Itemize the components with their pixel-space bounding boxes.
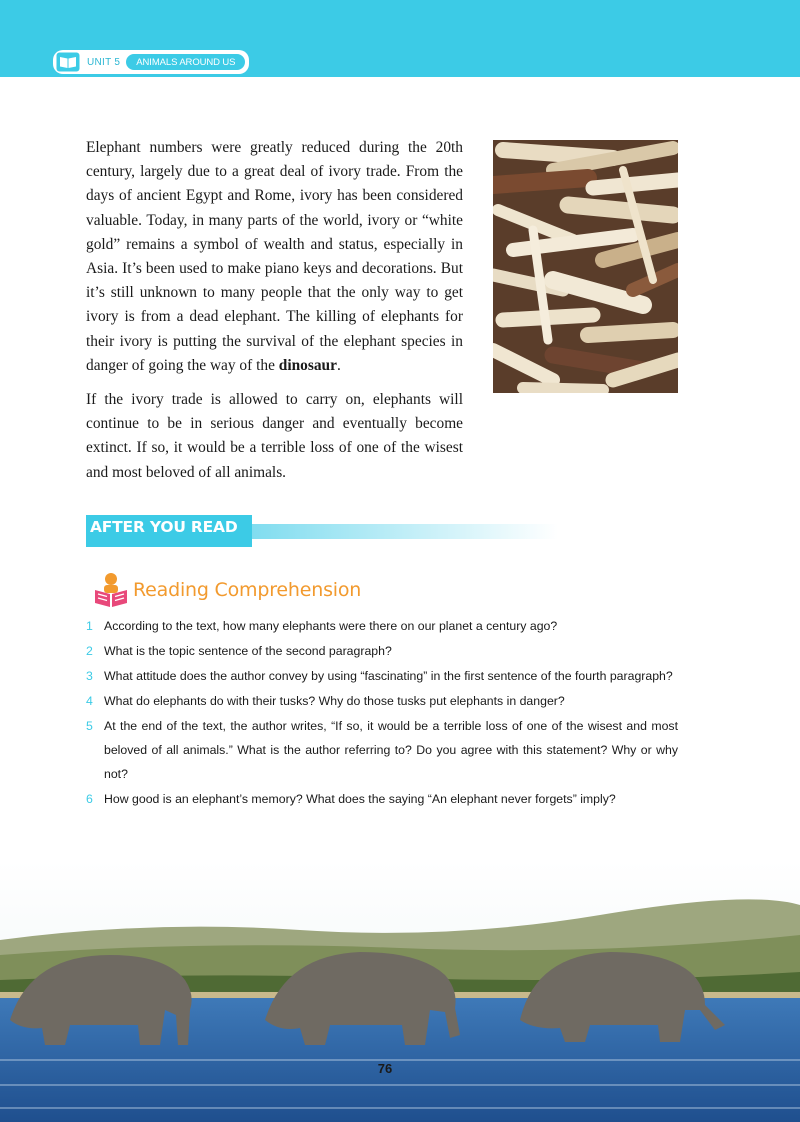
elephants-river-photo — [0, 860, 800, 1122]
unit-title: ANIMALS AROUND US — [126, 54, 245, 70]
ivory-tusks-photo — [493, 140, 678, 393]
book-icon — [55, 51, 81, 73]
question-text: What is the topic sentence of the second paragraph? — [104, 644, 392, 658]
question-number: 3 — [86, 669, 93, 683]
paragraph-1-text: Elephant numbers were greatly reduced during the 20th century, largely due to a great deal of ivory trade. From the days of ancient Egypt and Rome, ivory has been considered valuable. Today, in many parts of the world, ivory or “white gold” remains a symbol of wealth and status, especially in Asia. It’s been used to make piano keys and decorations. But it’s still unknown to many people that the only way to get ivory is from a dead elephant. The killing of elephants for their ivory is putting the survival of the elephant species in danger of going the way of the — [86, 139, 463, 374]
unit-label: UNIT 5 — [87, 56, 121, 68]
question-number: 6 — [86, 792, 93, 806]
question-text: What do elephants do with their tusks? Why do those tusks put elephants in danger? — [104, 694, 565, 708]
paragraph-1-end: . — [336, 356, 341, 374]
list-item — [86, 689, 678, 713]
list-item — [86, 714, 678, 786]
list-item — [86, 614, 678, 638]
question-number: 5 — [86, 719, 93, 733]
question-number: 2 — [86, 644, 93, 658]
question-text: How good is an elephant’s memory? What does the saying “An elephant never forgets” imply? — [104, 792, 616, 806]
question-number: 4 — [86, 694, 93, 708]
question-number: 1 — [86, 619, 93, 633]
question-text: What attitude does the author convey by using “fascinating” in the first sentence of the fourth paragraph? — [104, 669, 673, 683]
paragraph-2: If the ivory trade is allowed to carry on, elephants will continue to be in serious danger and eventually become extinct. If so, it would be a terrible loss of one of the wisest and most beloved of all animals. — [86, 391, 463, 481]
bold-keyword: dinosaur — [278, 356, 337, 374]
paragraph-1 — [86, 136, 463, 378]
question-list — [86, 614, 678, 812]
after-you-read-label: AFTER YOU READ — [90, 518, 238, 536]
article-body — [86, 136, 463, 495]
banner-fade — [248, 524, 558, 539]
list-item — [86, 787, 678, 811]
question-text: At the end of the text, the author writes, “If so, it would be a terrible loss of one of the wisest and most beloved of all animals.” What is the author referring to? Do you agree with this statement? Why or why not? — [104, 719, 678, 781]
reading-icon — [94, 572, 128, 608]
list-item — [86, 664, 678, 688]
question-text: According to the text, how many elephants were there on our planet a century ago? — [104, 619, 558, 633]
page-number: 76 — [377, 1061, 393, 1076]
unit-tag — [53, 50, 249, 74]
section-title: Reading Comprehension — [133, 579, 362, 601]
list-item — [86, 639, 678, 663]
